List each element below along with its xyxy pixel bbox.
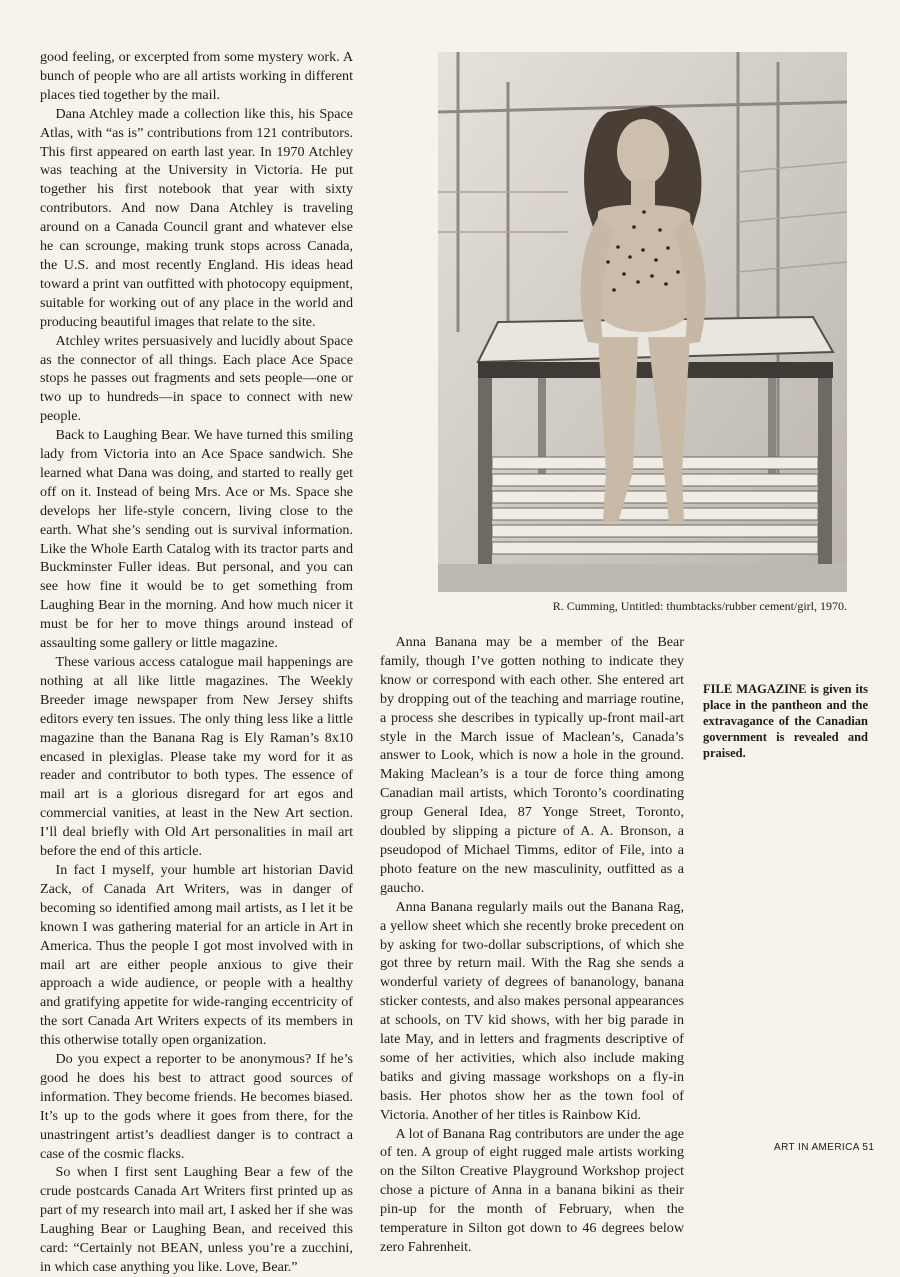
left-paragraph: Dana Atchley made a collection like this, his Space Atlas, with “as is” contributions from 121 contributors. This first appeared on earth last year. In 1970 Atchley was teaching at the University in Victoria. He put together his first notebook that year with sixty contributors. And now Dana Atchley is traveling around on a Canada Council grant and whatever else he can scrounge, making trunk stops across Canada, the U.S. and most recently England. His ideas head toward a print van outfitted with photocopy equipment, suitable for working out of any place in the world and producing beautiful images that relate to the site. <box>40 105 353 330</box>
left-paragraph: good feeling, or excerpted from some mystery work. A bunch of people who are all artists working in different places tied together by the mail. <box>40 49 353 103</box>
artwork-photograph <box>438 52 847 592</box>
left-text-column <box>40 48 353 1277</box>
middle-paragraph: Anna Banana regularly mails out the Banana Rag, a yellow sheet which she recently broke precedent on by asking for two-dollar subscriptions, of which she got three by return mail. With the Rag she sends a wonderful variety of degrees of bananology, banana sticker contests, and also makes personal appearances at schools, on TV kid shows, with her big parade in late May, and in letters and fragments descriptive of some of her activities, which also include making batiks and giving massage workshops on a fly-in basis. Her photos show her as the town fool of Victoria. Another of her titles is Rainbow Kid. <box>380 898 684 1123</box>
middle-text-column <box>380 633 684 1257</box>
left-paragraph: Back to Laughing Bear. We have turned this smiling lady from Victoria into an Ace Space sandwich. She learned what Dana was doing, and started to really get off on it. Instead of being Mrs. Ace or Ms. Space she develops her life-style concern, living close to the earth. What she’s sending out is survival information. Like the Whole Earth Catalog with its tractor parts and Buckminster Fuller ideas. But personal, and you can see how fine it would be to get something from Laughing Bear in the morning. And how much nicer it must be for her to move things around instead of assaulting some gallery or little magazine. <box>40 427 353 652</box>
left-paragraph: These various access catalogue mail happenings are nothing at all like little magazines. The Weekly Breeder image newspaper from New Jersey shifts editors every ten issues. The only thing less like a little magazine than the Banana Rag is Ely Raman’s 8x10 encased in plexiglas. Please take my word for it as reader and contributor to both types. The essence of mail art is a glorious disregard for art egos and commercial vanities, at least in the New Art section. I’ll deal briefly with Old Art personalities in mail art before the end of this article. <box>40 654 353 860</box>
middle-paragraph: Anna Banana may be a member of the Bear family, though I’ve gotten nothing to indicate they know or correspond with each other. She entered art by dropping out of the teaching and marriage routine, a process she describes in typically up-front mail-art style in the March issue of Maclean’s, Canada’s answer to Look, which is now a hole in the ground. Making Maclean’s is a tour de force thing among Canadian mail artists, which Toronto’s coordinating group General Idea, 87 Yonge Street, Toronto, doubled by slipping a picture of A. A. Bronson, a pseudopod of Michael Timms, editor of File, into a photo feature on the new masculinity, outfitted as a gaucho. <box>380 634 684 896</box>
left-paragraph: In fact I myself, your humble art historian David Zack, of Canada Art Writers, was in danger of becoming so identified among mail artists, as I let it be known I was gathering material for an article in Art in America. Thus the people I got most involved with in mail art are either people anxious to give their approach a wide audience, or people with a healthy and gratifying appetite for wide-ranging eccentricity of the sort Canada Art Writers expects of its members in this otherwise totally open organization. <box>40 861 353 1049</box>
figure-caption: R. Cumming, Untitled: thumbtacks/rubber cement/girl, 1970. <box>552 599 847 613</box>
middle-paragraph: A lot of Banana Rag contributors are under the age of ten. A group of eight rugged male artists working on the Silton Creative Playground Workshop project chose a picture of Anna in a banana bikini as their pin-up for the month of February, when the temperature in Silton got down to 46 degrees below zero Fahrenheit. <box>380 1125 684 1255</box>
page-folio: ART IN AMERICA 51 <box>774 1142 875 1153</box>
left-paragraph: Atchley writes persuasively and lucidly about Space as the connector of all things. Each place Ace Space stops he passes out fragments and sets people—one or two up to hundreds—in space to connect with new people. <box>40 332 353 425</box>
left-paragraph: Do you expect a reporter to be anonymous? If he’s good he does his best to attract good sources of information. They become friends. He becomes biased. It’s up to the gods where it goes from there, for the unastringent artist’s deadliest danger is to contract a case of the cosmic flacks. <box>40 1051 353 1162</box>
photo-illustration <box>438 52 847 592</box>
sidebar-pull-quote: FILE MAGAZINE is given its place in the pantheon and the extravagance of the Canadian government is revealed and praised. <box>703 682 868 760</box>
left-paragraph: So when I first sent Laughing Bear a few of the crude postcards Canada Art Writers first printed up as part of my research into mail art, I asked her if she was Laughing Bear or Laughing Bean, and received this card: “Certainly not BEAN, unless you’re a zucchini, in which case anything you like. Love, Bear.” <box>40 1164 353 1275</box>
